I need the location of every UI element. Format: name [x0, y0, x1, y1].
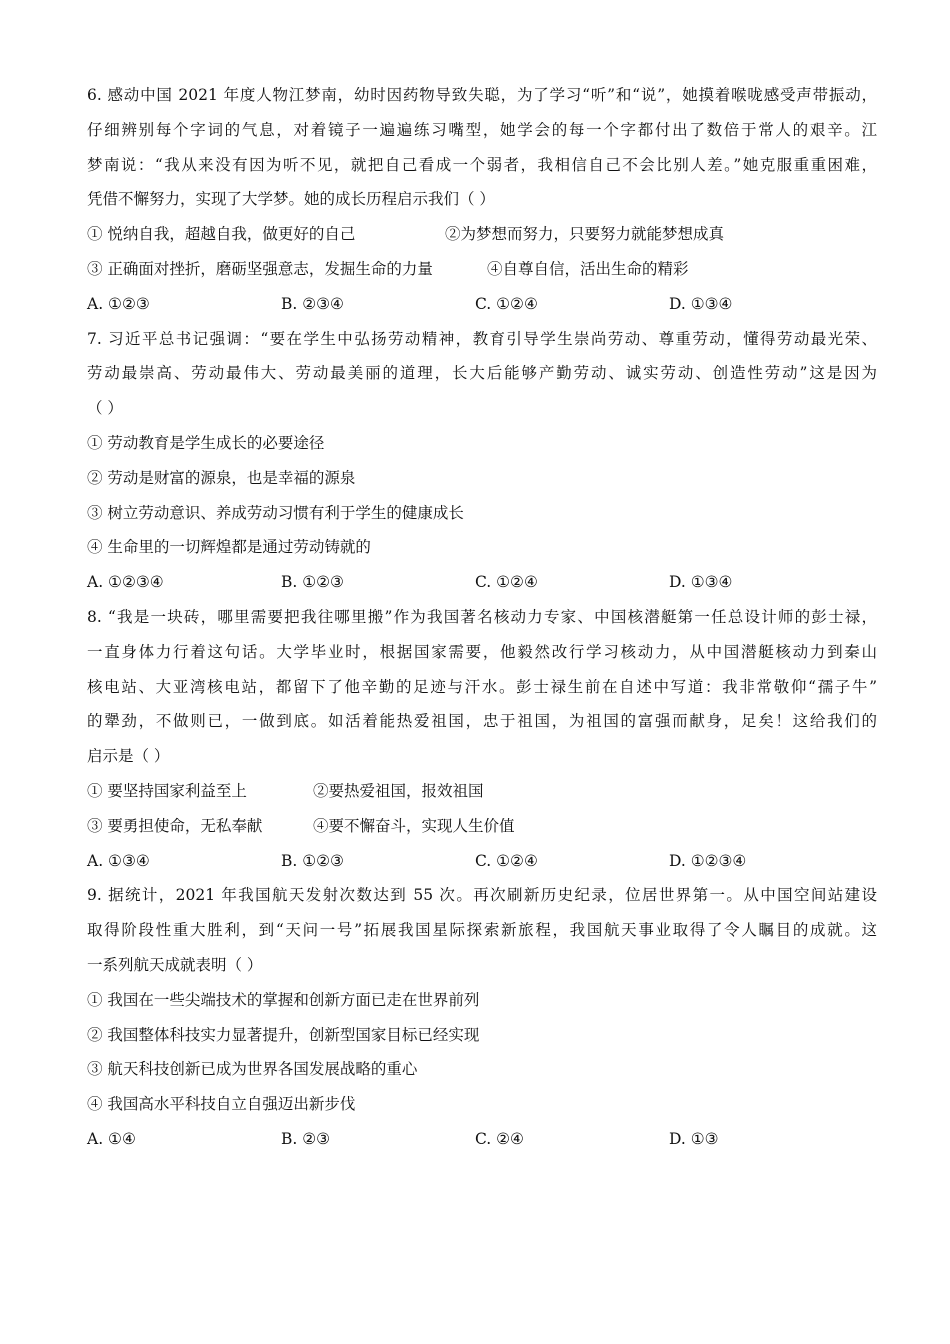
question-8-options — [87, 844, 877, 879]
question-9-stem-line: 一系列航天成就表明（ ） — [87, 955, 263, 974]
option-c: C. ①②④ — [475, 294, 538, 313]
statement-4: ④要不懈奋斗，实现人生价值 — [313, 816, 515, 835]
question-6-stem-line: 梦南说：“我从来没有因为听不见，就把自己看成一个弱者，我相信自己不会比别人差。”她克服重重困难， — [87, 155, 877, 174]
statement-3: ③ 树立劳动意识、养成劳动习惯有利于学生的健康成长 — [87, 503, 464, 522]
option-b: B. ①②③ — [281, 851, 344, 870]
question-8-stem-line: 的犟劲，不做则已，一做到底。如活着能热爱祖国，忠于祖国，为祖国的富强而献身，足矣！这给我们的 — [87, 712, 877, 731]
option-b: B. ①②③ — [281, 573, 344, 592]
question-9-options — [87, 1122, 877, 1157]
question-7 — [87, 322, 877, 600]
question-7-options — [87, 565, 877, 600]
statement-1: ① 悦纳自我，超越自我，做更好的自己 — [87, 225, 356, 244]
question-8-statement-row — [87, 774, 877, 809]
statement-2: ② 我国整体科技实力显著提升，创新型国家目标已经实现 — [87, 1025, 480, 1044]
question-9-stem-line: 9. 据统计，2021 年我国航天发射次数达到 55 次。再次刷新历史纪录，位居世界第一。从中国空间站建设 — [87, 886, 877, 905]
option-d: D. ①③④ — [669, 294, 733, 313]
statement-1: ① 要坚持国家利益至上 — [87, 781, 247, 800]
question-7-stem-line: 劳动最崇高、劳动最伟大、劳动最美丽的道理，长大后能够产勤劳动、诚实劳动、创造性劳动”这是因为 — [87, 364, 877, 383]
statement-2: ② 劳动是财富的源泉，也是幸福的源泉 — [87, 468, 356, 487]
statement-1: ① 我国在一些尖端技术的掌握和创新方面已走在世界前列 — [87, 990, 480, 1009]
question-6-stem-line: 仔细辨别每个字词的气息，对着镜子一遍遍练习嘴型，她学会的每一个字都付出了数倍于常人的艰辛。江 — [87, 120, 877, 139]
question-8-stem-line: 启示是（ ） — [87, 747, 170, 766]
question-7-stem-line: （ ） — [87, 399, 123, 418]
question-6-stem-line: 凭借不懈努力，实现了大学梦。她的成长历程启示我们（ ） — [87, 190, 495, 209]
question-6-stem-line: 6. 感动中国 2021 年度人物江梦南，幼时因药物导致失聪，为了学习“听”和“说”，她摸着喉咙感受声带振动， — [87, 86, 877, 104]
statement-2: ②要热爱祖国，报效祖国 — [313, 781, 484, 800]
statement-4: ④ 我国高水平科技自立自强迈出新步伐 — [87, 1095, 356, 1114]
statement-3: ③ 航天科技创新已成为世界各国发展战略的重心 — [87, 1060, 418, 1079]
statement-4: ④自尊自信，活出生命的精彩 — [487, 259, 689, 278]
option-a: A. ①②③ — [87, 294, 150, 313]
option-c: C. ①②④ — [475, 851, 538, 870]
option-a: A. ①②③④ — [87, 573, 164, 592]
question-9 — [87, 878, 877, 1156]
question-9-stem-line: 取得阶段性重大胜利，到“天问一号”拓展我国星际探索新旅程，我国航天事业取得了令人瞩目的成就。这 — [87, 921, 877, 940]
exam-page — [87, 78, 877, 1157]
statement-2: ②为梦想而努力，只要努力就能梦想成真 — [445, 225, 725, 244]
question-6-statement-row — [87, 217, 877, 252]
statement-3: ③ 正确面对挫折，磨砺坚强意志，发掘生命的力量 — [87, 259, 433, 278]
option-a: A. ①④ — [87, 1129, 136, 1148]
statement-3: ③ 要勇担使命，无私奉献 — [87, 816, 263, 835]
option-b: B. ②③④ — [281, 294, 344, 313]
option-d: D. ①②③④ — [669, 851, 747, 870]
option-c: C. ②④ — [475, 1129, 524, 1148]
question-8-statement-row — [87, 809, 877, 844]
question-6 — [87, 78, 877, 322]
question-6-options — [87, 287, 877, 322]
question-8-stem-line: 一直身体力行着这句话。大学毕业时，根据国家需要，他毅然改行学习核动力，从中国潜艇核动力到秦山 — [87, 642, 877, 661]
option-a: A. ①③④ — [87, 851, 150, 870]
question-8-stem-line: 8. “我是一块砖，哪里需要把我往哪里搬”作为我国著名核动力专家、中国核潜艇第一任总设计师的彭士禄， — [87, 607, 877, 626]
option-d: D. ①③ — [669, 1129, 719, 1148]
statement-4: ④ 生命里的一切辉煌都是通过劳动铸就的 — [87, 538, 371, 557]
question-8 — [87, 600, 877, 878]
option-d: D. ①③④ — [669, 573, 733, 592]
question-7-stem-line: 7. 习近平总书记强调：“要在学生中弘扬劳动精神，教育引导学生崇尚劳动、尊重劳动，懂得劳动最光荣、 — [87, 329, 877, 348]
statement-1: ① 劳动教育是学生成长的必要途径 — [87, 433, 325, 452]
option-b: B. ②③ — [281, 1129, 331, 1148]
question-6-statement-row — [87, 252, 877, 287]
question-8-stem-line: 核电站、大亚湾核电站，都留下了他辛勤的足迹与汗水。彭士禄生前在自述中写道：我非常敬仰“孺子牛” — [87, 677, 877, 696]
option-c: C. ①②④ — [475, 573, 538, 592]
